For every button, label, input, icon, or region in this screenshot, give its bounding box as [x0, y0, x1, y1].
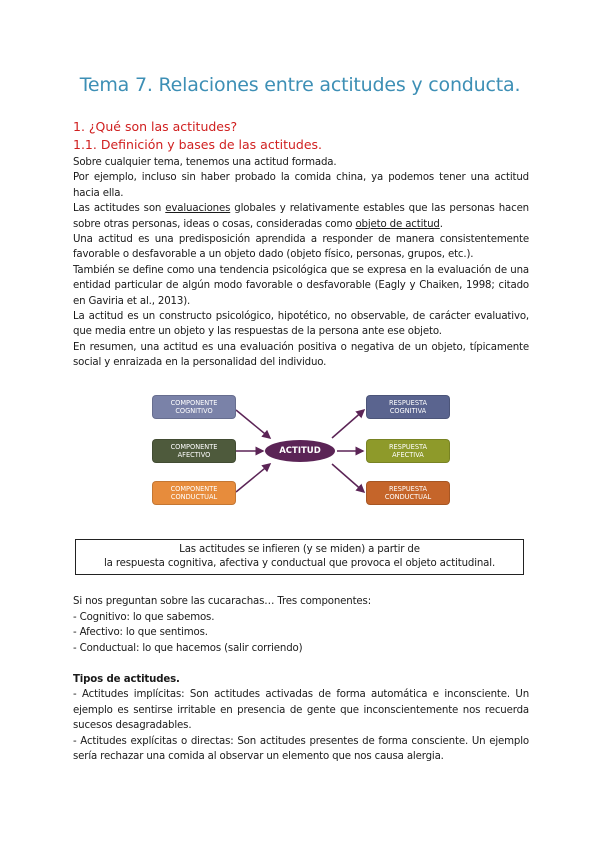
- section-heading-1: 1. ¿Qué son las actitudes?: [73, 119, 238, 134]
- list-item: - Conductual: lo que hacemos (salir corriendo): [73, 642, 303, 654]
- underlined-term: evaluaciones: [165, 203, 231, 215]
- underlined-term: objeto de actitud: [355, 218, 440, 230]
- components-list: [73, 594, 371, 656]
- box-respuesta-afectiva: RESPUESTA AFECTIVA: [366, 439, 450, 463]
- box-componente-conductual: COMPONENTE CONDUCTUAL: [152, 481, 236, 505]
- box-respuesta-conductual: RESPUESTA CONDUCTUAL: [366, 481, 450, 505]
- callout-line-2: la respuesta cognitiva, afectiva y conductual que provoca el objeto actitudinal.: [103, 558, 496, 570]
- paragraph-4: Una actitud es una predisposición aprendida a responder de manera consistentemente favorable o desfavorable a un objeto dado (objeto físico, personas, grupos, etc.).: [73, 234, 529, 261]
- box-respuesta-cognitiva: RESPUESTA COGNITIVA: [366, 395, 450, 419]
- body-text: [73, 155, 529, 371]
- paragraph-1: Sobre cualquier tema, tenemos una actitud formada.: [73, 157, 337, 168]
- paragraph-2: Por ejemplo, incluso sin haber probado la comida china, ya podemos tener una actitud hacia ella.: [73, 172, 529, 199]
- text-run: .: [439, 218, 443, 230]
- callout-box: [75, 539, 524, 575]
- paragraph-7: En resumen, una actitud es una evaluación positiva o negativa de un objeto, típicamente social y enraizada en la personalidad del individuo.: [73, 341, 529, 369]
- box-componente-cognitivo: COMPONENTE COGNITIVO: [152, 395, 236, 419]
- tipos-section: [73, 672, 529, 764]
- paragraph-3: [73, 201, 529, 232]
- text-run: Las actitudes son: [73, 203, 166, 215]
- components-intro: Si nos preguntan sobre las cucarachas… Tres componentes:: [73, 596, 371, 607]
- arrow: [332, 464, 364, 492]
- actitud-node: ACTITUD: [265, 440, 335, 462]
- list-item: - Afectivo: lo que sentimos.: [73, 627, 208, 639]
- tipos-heading: Tipos de actitudes.: [73, 674, 180, 685]
- text-run: globales y relativamente estables que las personas hacen sobre otras personas, ideas o cosas, consideradas como: [73, 203, 529, 230]
- callout-line-1: Las actitudes se infieren (y se miden) a partir de: [179, 544, 420, 555]
- arrow: [236, 464, 270, 492]
- tipos-implicitas: - Actitudes implícitas: Son actitudes activadas de forma automática e inconsciente. Un ejemplo es sentirse irritable en presencia de gente que inconscientemente nos recuerda sucesos desagradables.: [73, 689, 529, 732]
- paragraph-5: También se define como una tendencia psicológica que se expresa en la evaluación de una entidad particular de algún modo favorable o desfavorable (Eagly y Chaiken, 1998; citado en Gaviria et al., 2013).: [73, 264, 529, 307]
- box-componente-afectivo: COMPONENTE AFECTIVO: [152, 439, 236, 463]
- section-heading-1-1: 1.1. Definición y bases de las actitudes.: [73, 137, 323, 152]
- page-title: Tema 7. Relaciones entre actitudes y conducta.: [79, 74, 521, 96]
- arrow: [236, 410, 270, 438]
- attitude-diagram: [150, 388, 452, 513]
- arrow: [332, 410, 364, 438]
- list-item: - Cognitivo: lo que sabemos.: [73, 611, 215, 623]
- paragraph-6: La actitud es un constructo psicológico, hipotético, no observable, de carácter evaluativo, que media entre un objeto y las respuestas de la persona ante ese objeto.: [73, 311, 529, 338]
- tipos-explicitas: - Actitudes explícitas o directas: Son actitudes presentes de forma consciente. Un ejemplo sería rechazar una comida al observar un elemento que nos causa alergia.: [73, 735, 529, 763]
